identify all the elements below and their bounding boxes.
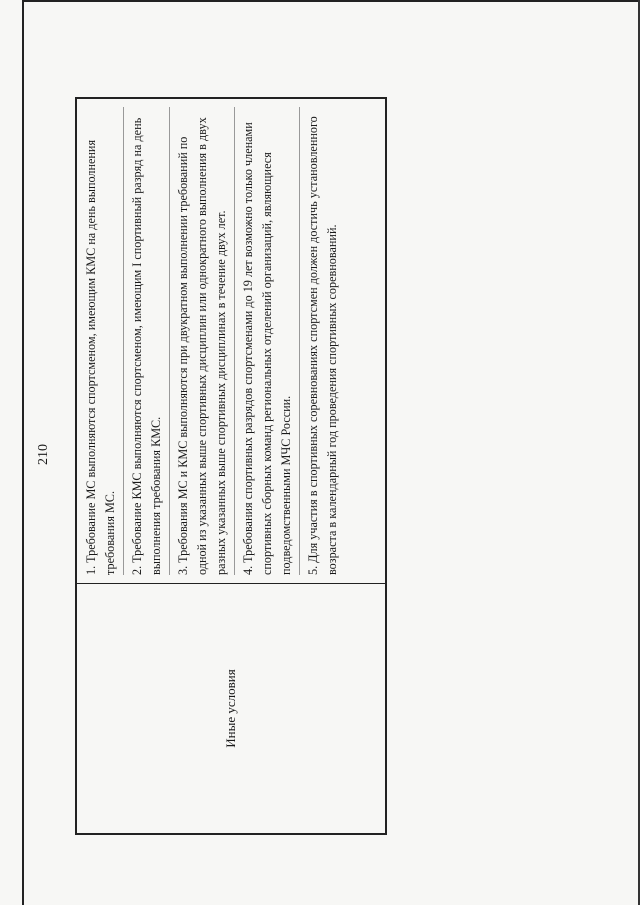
condition-item-3: 3. Требования МС и КМС выполняются при двукратном выполнении требований по одной из указанных выше спортивных дисциплин или однократного выполнения в двух разных указанных выше спортивных дисциплинах в течение двух лет. [174,107,235,575]
condition-item-5: 5. Для участия в спортивных соревнованиях спортсмен должен достичь установленного возраста в календарный год проведения спортивных соревнований. [306,116,339,575]
scan-edge-top [22,0,640,2]
condition-item-4: 4. Требования спортивных разрядов спортсменами до 19 лет возможно только членами спортивных сборных команд региональных отделений организаций, являющиеся подведомственными МЧС России. [239,107,300,575]
table-content-cell [77,99,385,583]
rotated-page [30,65,430,835]
condition-item-1: 1. Требование МС выполняются спортсменом, имеющим КМС на день выполнения требования МС. [82,107,124,575]
page-number: 210 [36,444,51,465]
conditions-table [75,97,387,835]
table-label: Иные условия [223,669,238,748]
condition-item-2: 2. Требование КМС выполняются спортсменом, имеющим I спортивный разряд на день выполнения требования КМС. [128,107,170,575]
table-label-cell [77,583,385,833]
scan-edge-left [22,0,24,905]
